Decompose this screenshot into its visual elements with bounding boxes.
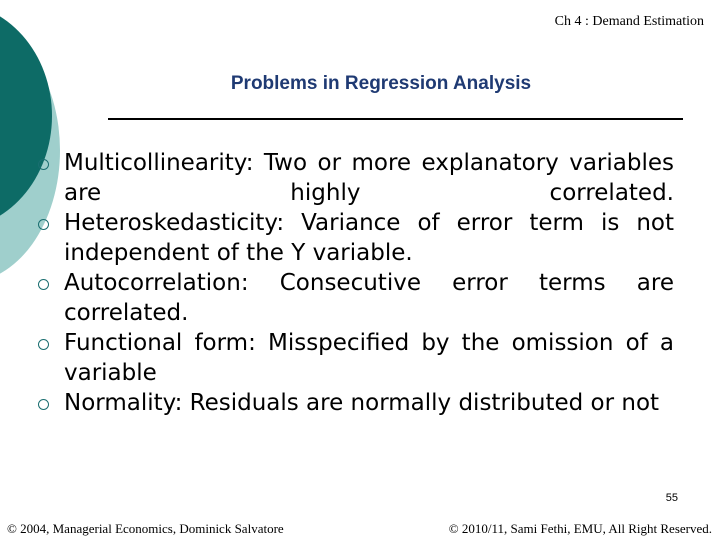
bullet-text: Multicollinearity: Two or more explanatory variables are highly correlated. [64,150,674,206]
bullet-text: Normality: Residuals are normally distributed or not [64,390,660,416]
bullet-text: Functional form: Misspecified by the omission of a variable [64,330,674,386]
bullet-item [38,388,674,418]
bullet-text: Autocorrelation: Consecutive error terms are correlated. [64,270,674,326]
bullet-item [38,208,674,268]
bullet-item [38,268,674,328]
page-number: 55 [665,492,678,504]
title-underline [108,118,683,120]
footer-copyright-left: © 2004, Managerial Economics, Dominick Salvatore [7,521,284,536]
chapter-header: Ch 4 : Demand Estimation [554,14,704,29]
bullet-text: Heteroskedasticity: Variance of error term is not independent of the Y variable. [64,210,674,266]
hollow-circle-bullet-icon [38,159,49,170]
bullet-list [38,148,674,418]
bullet-item [38,328,674,388]
hollow-circle-bullet-icon [38,279,49,290]
hollow-circle-bullet-icon [38,399,49,410]
slide-title: Problems in Regression Analysis [230,73,532,94]
hollow-circle-bullet-icon [38,219,49,230]
footer-copyright-right: © 2010/11, Sami Fethi, EMU, All Right Reserved. [448,521,712,536]
hollow-circle-bullet-icon [38,339,49,350]
bullet-item [38,148,674,208]
